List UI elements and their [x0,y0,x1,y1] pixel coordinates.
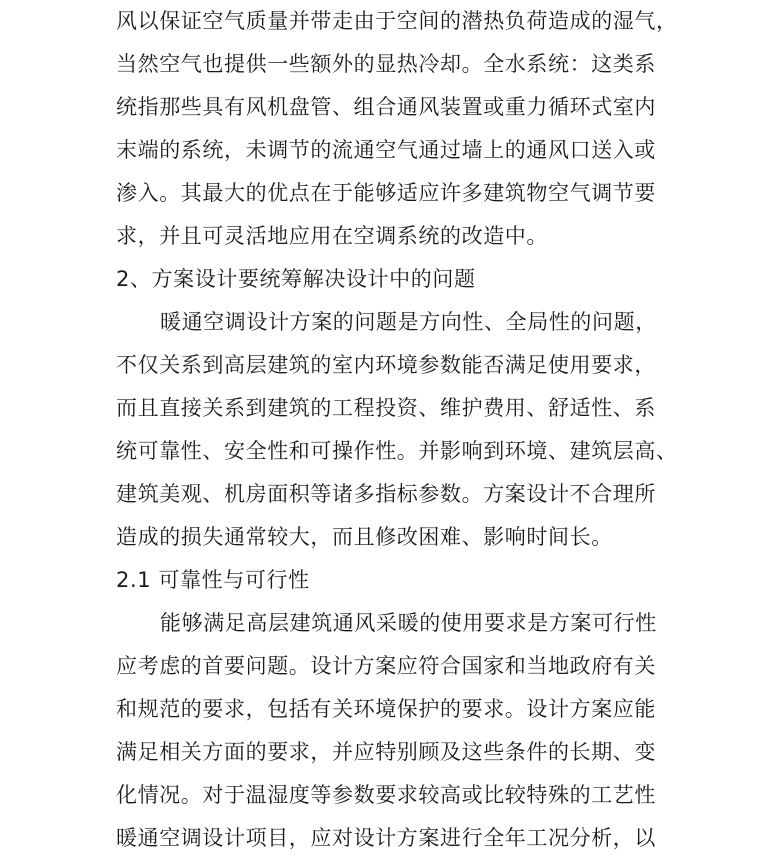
text-line: 末端的系统，未调节的流通空气通过墙上的通风口送入或 [116,138,656,162]
paragraph-first-line: 能够满足高层建筑通风采暖的使用要求是方案可行性 [160,611,657,635]
text-line: 建筑美观、机房面积等诸多指标参数。方案设计不合理所 [116,482,656,506]
text-line: 和规范的要求，包括有关环境保护的要求。设计方案应能 [116,697,656,721]
text-line: 求，并且可灵活地应用在空调系统的改造中。 [116,224,548,248]
text-line: 风以保证空气质量并带走由于空间的潜热负荷造成的湿气， [116,9,678,33]
text-line: 化情况。对于温湿度等参数要求较高或比较特殊的工艺性 [116,783,656,807]
text-line: 渗入。其最大的优点在于能够适应许多建筑物空气调节要 [116,181,656,205]
text-line: 统指那些具有风机盘管、组合通风装置或重力循环式室内 [116,95,656,119]
text-line: 应考虑的首要问题。设计方案应符合国家和当地政府有关 [116,654,656,678]
section-heading: 2、方案设计要统筹解决设计中的问题 [116,267,476,291]
text-line: 统可靠性、安全性和可操作性。并影响到环境、建筑层高、 [116,439,678,463]
paragraph-first-line: 暖通空调设计方案的问题是方向性、全局性的问题， [160,310,657,334]
subsection-heading: 2.1 可靠性与可行性 [116,568,310,592]
text-line: 不仅关系到高层建筑的室内环境参数能否满足使用要求， [116,353,656,377]
text-line: 当然空气也提供一些额外的显热冷却。全水系统：这类系 [116,52,656,76]
text-line: 暖通空调设计项目，应对设计方案进行全年工况分析，以 [116,826,656,850]
text-line: 满足相关方面的要求，并应特别顾及这些条件的长期、变 [116,740,656,764]
text-line: 而且直接关系到建筑的工程投资、维护费用、舒适性、系 [116,396,656,420]
text-line: 造成的损失通常较大，而且修改困难、影响时间长。 [116,525,613,549]
